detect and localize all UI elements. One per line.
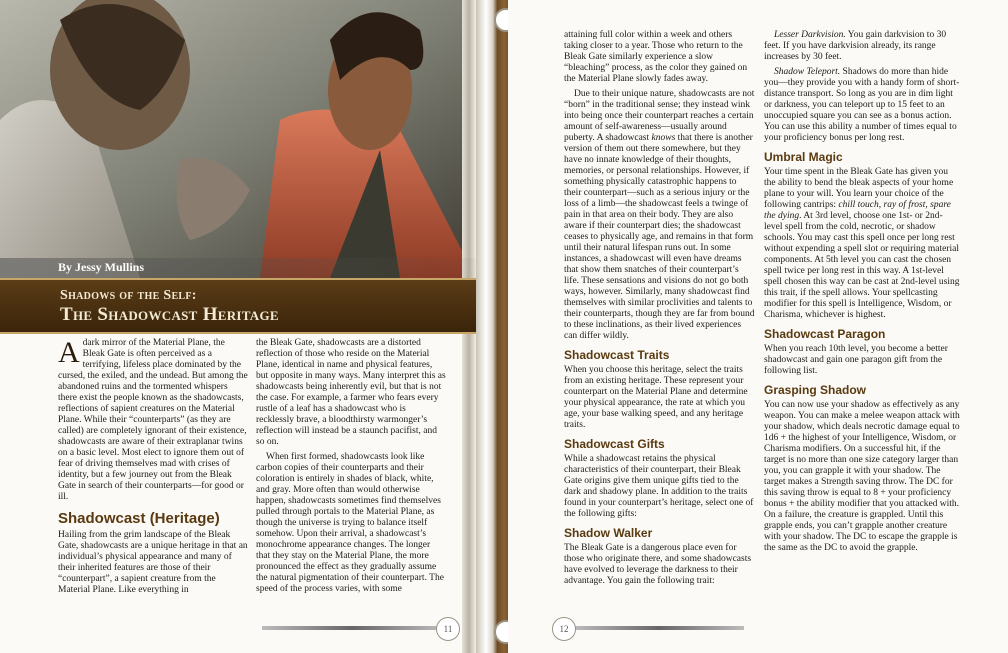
right-column-1 <box>564 30 756 591</box>
lesser-darkvision: Lesser Darkvision. You gain darkvision to 30 feet. If you have darkvision already, its range increases by 30 feet. <box>764 30 947 62</box>
umbral-paragraph: Your time spent in the Bleak Gate has given you the ability to bend the bleak aspects of your home plane to your will. You learn your choice of the following cantrips: chill touch, ray of frost, spare the dying. At 3rd level, choose one 1st- or 2nd-level spell from the cold, necrotic, or shadow schools. You may cast this spell once per long rest without expending a spell slot or requiring material components. At 5th level you can cast the chosen spell twice per long rest in this way. A 1st-level spell chosen this way can be cast at 2nd-level using this trait, if the spell allows. Your spellcasting modifier for this spell is Intelligence, Wisdom, or Charisma, whichever is highest. <box>764 167 960 320</box>
heading-shadowcast-heritage: Shadowcast (Heritage) <box>58 510 220 527</box>
heading-gifts: Shadowcast Gifts <box>564 437 665 451</box>
illustration <box>0 0 476 278</box>
shadow-teleport: Shadow Teleport. Shadows do more than hide you—they provide you with a handy form of short-distance transport. So long as you are in dim light or darkness, you can teleport up to 15 feet to an unoccupied square you can see as a bonus action. You can use this ability a number of times equal to your proficiency bonus per long rest. <box>764 67 960 143</box>
left-page <box>0 0 500 653</box>
left-column-1 <box>58 338 248 600</box>
title-line-2: The Shadowcast Heritage <box>60 304 279 325</box>
right-page <box>508 0 1008 653</box>
byline: By Jessy Mullins <box>58 260 145 274</box>
gifts-paragraph: While a shadowcast retains the physical characteristics of their counterpart, their Bleak Gate origins give them unique gifts tied to the dark and shadowy plane. In addition to the traits found in your counterpart’s heritage, select one of the following gifts: <box>564 454 754 519</box>
nature-paragraph: Due to their unique nature, shadowcasts are not “born” in the traditional sense; they instead wink into being once their counterpart reaches a certain amount of self-awareness—usually around puberty. A shadowcast knows that there is another version of them out there somewhere, but they have no innate knowledge of their thoughts, memories, or personal relationships. However, if something physically catastrophic happens to their counterpart—such as a serious injury or the loss of a limb—the shadowcast feels a twinge of pain in that area on their body. They are also aware if their counterpart dies; the shadowcast ceases to physically age, and remains in that form until their natural lifespan runs out. In some instances, a shadowcast will even have dreams that show them snatches of their counterpart’s life. These sensations and visions do not go both ways, however. Similarly, many shadowcast find themselves with similar proclivities and talents to their counterparts, though they are far from bound to these inclinations, as their lived experiences can differ wildly. <box>564 89 755 341</box>
intro-paragraph: Adark mirror of the Material Plane, the Bleak Gate is often perceived as a terrifying, lifeless place dominated by the cursed, the exiled, and the undead. But among the abandoned ruins and the tormented whispers there exist the people known as the shadowcasts, reflections of sapient creatures on the Material Plane. While their “counterparts” (as they are called) are completely ignorant of their existence, shadowcasts are aware of their extraplanar twins on a basic level. Most elect to ignore them out of fear of driving themselves mad with crises of identity, but a few journey out from the Bleak Gate in search of their counterparts—for good or ill. <box>58 336 248 502</box>
heading-grasping-shadow: Grasping Shadow <box>764 383 867 397</box>
heading-umbral-magic: Umbral Magic <box>764 150 843 164</box>
walker-paragraph: The Bleak Gate is a dangerous place even for those who originate there, and some shadowcasts have evolved to leverage the darkness to their advantage. You gain the following trait: <box>564 543 752 586</box>
reflection-paragraph: the Bleak Gate, shadowcasts are a distorted reflection of those who reside on the Material Plane, identical in name and physical features, but opposite in many ways. Many interpret this as shadowcasts being inherently evil, but that is not the case. For example, a farmer who fears every rustle of a leaf has a shadowcast who is recklessly brave, a bloodthirsty warmonger’s reflection will instead be a staunch pacifist, and so on. <box>256 338 446 447</box>
heading-shadow-walker: Shadow Walker <box>564 526 653 540</box>
title-line-1: Shadows of the Self: <box>60 288 197 303</box>
dropcap: A <box>58 336 80 369</box>
heading-traits: Shadowcast Traits <box>564 348 670 362</box>
coloration-paragraph: When first formed, shadowcasts look like carbon copies of their counterparts and their coloration is entirely in shades of black, white, and gray. More often than would otherwise happen, shadowcasts sometimes find themselves pulled through portals to the Material Plane, as though the universe is trying to balance itself somehow. Upon their arrival, a shadowcast’s monochrome appearance changes. The longer that they stay on the Material Plane, the more pronounced the effect as they gradually assume the natural pigmentation of their counterpart. The speed of the process varies, with some <box>256 452 444 594</box>
left-column-2 <box>256 338 446 599</box>
title-band <box>0 278 476 334</box>
traits-paragraph: When you choose this heritage, select the traits from an existing heritage. These represent your counterpart on the Material Plane and determine your physical appearance, the rate at which you age, your base walking speed, and any heritage traits. <box>564 365 748 430</box>
byline-band <box>0 258 476 278</box>
right-column-2 <box>764 30 960 558</box>
heritage-paragraph: Hailing from the grim landscape of the Bleak Gate, shadowcasts are a unique heritage in that an individual’s physical appearance and many of their inherited features are those of their “counterpart”, a sapient creature from the Material Plane. Like everything in <box>58 530 248 595</box>
footer-rule <box>262 626 442 630</box>
paragon-paragraph: When you reach 10th level, you become a better shadowcast and gain one paragon gift from the following list. <box>764 344 948 376</box>
page-number: 12 <box>552 617 576 641</box>
page-number: 11 <box>436 617 460 641</box>
grasp-paragraph: You can now use your shadow as effectively as any weapon. You can make a melee weapon attack with your shadow, which deals necrotic damage equal to 1d6 + the highest of your Intelligence, Wisdom, or Charisma modifiers. On a successful hit, if the target is no more than one size category larger than you, you can grapple it with your shadow. The target makes a Strength saving throw. The DC for this saving throw is equal to 8 + your proficiency bonus + the ability modifier that you attacked with. On a failure, the creature is grappled. Until this grapple ends, you can’t grapple another creature with your shadow. The DC to escape the grapple is the same as the DC to avoid the grapple. <box>764 400 960 553</box>
color-paragraph: attaining full color within a week and others taking closer to a year. Those who return to the Bleak Gate similarly experience a slow “bleaching” process, as the color they gained on the Material Plane slowly fades away. <box>564 30 748 84</box>
footer-rule <box>574 626 744 630</box>
heading-paragon: Shadowcast Paragon <box>764 327 886 341</box>
